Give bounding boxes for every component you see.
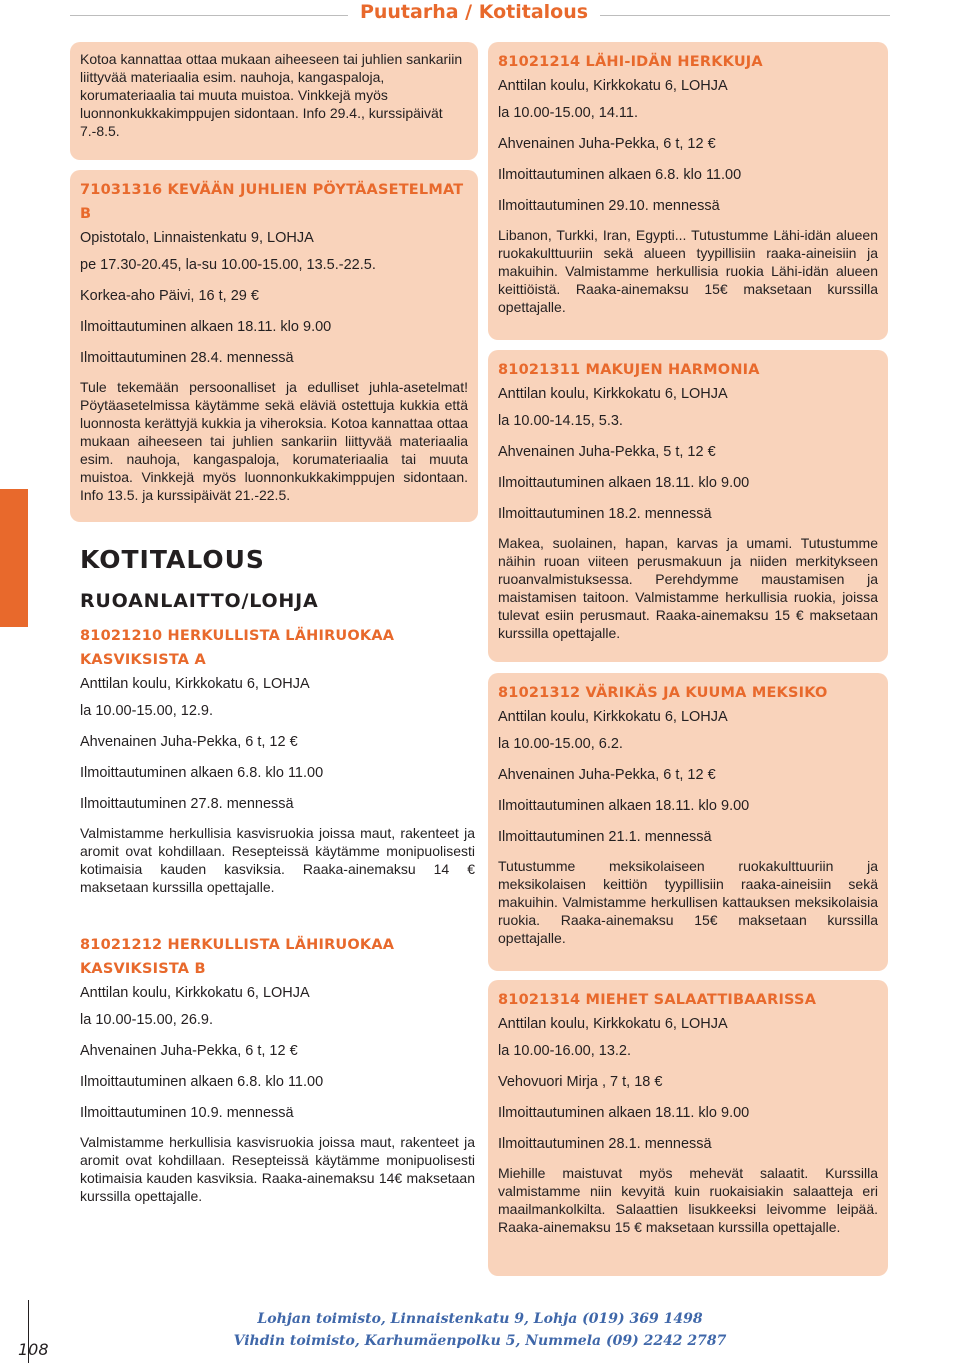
- course-time: la 10.00-14.15, 5.3.: [498, 413, 623, 429]
- course-time: pe 17.30-20.45, la-su 10.00-15.00, 13.5.-22.5.: [80, 257, 376, 273]
- course-code: 81021210 HERKULLISTA LÄHIRUOKAA: [80, 628, 395, 644]
- course-code: 81021212 HERKULLISTA LÄHIRUOKAA: [80, 937, 395, 953]
- registration-deadline: Ilmoittautuminen 28.4. mennessä: [80, 350, 294, 366]
- course-teacher: Ahvenainen Juha-Pekka, 6 t, 12 €: [498, 767, 716, 783]
- course-place: Anttilan koulu, Kirkkokatu 6, LOHJA: [498, 1016, 728, 1032]
- footer-office-lohja: Lohjan toimisto, Linnaistenkatu 9, Lohja (019) 369 1498: [257, 1311, 703, 1327]
- course-code: 81021214 LÄHI-IDÄN HERKKUJA: [498, 54, 763, 70]
- registration-deadline: Ilmoittautuminen 10.9. mennessä: [80, 1105, 294, 1121]
- course-box-continued: [70, 42, 478, 160]
- course-box-81021214: [488, 42, 888, 340]
- registration-deadline: Ilmoittautuminen 28.1. mennessä: [498, 1136, 712, 1152]
- course-box-81021312: [488, 673, 888, 971]
- course-place: Anttilan koulu, Kirkkokatu 6, LOHJA: [498, 386, 728, 402]
- course-81021210: [80, 624, 475, 896]
- course-code: 81021314 MIEHET SALAATTIBAARISSA: [498, 992, 817, 1008]
- registration-deadline: Ilmoittautuminen 29.10. mennessä: [498, 198, 720, 214]
- course-place: Anttilan koulu, Kirkkokatu 6, LOHJA: [498, 709, 728, 725]
- page-number: 108: [18, 1340, 49, 1359]
- heading-kotitalous: KOTITALOUS: [80, 545, 265, 574]
- registration-start: Ilmoittautuminen alkaen 18.11. klo 9.00: [498, 798, 750, 814]
- header-rule-right: [600, 15, 890, 16]
- course-time: la 10.00-15.00, 12.9.: [80, 703, 214, 719]
- course-time: la 10.00-15.00, 14.11.: [498, 105, 639, 121]
- registration-start: Ilmoittautuminen alkaen 18.11. klo 9.00: [498, 475, 750, 491]
- course-description: Libanon, Turkki, Iran, Egypti... Tutustumme Lähi-idän alueen ruokakulttuuriin sekä alueen tyypillisiin raaka-aineisiin ja makuihin. Valmistamme herkullisia ruokia Lähi-idän alueen keittiöistä. Raaka-ainemaksu 15€ maksetaan kurssilla opettajalle.: [498, 227, 878, 315]
- course-time: la 10.00-16.00, 13.2.: [498, 1043, 632, 1059]
- course-code: 81021312 VÄRIKÄS JA KUUMA MEKSIKO: [498, 685, 828, 701]
- course-description: Tutustumme meksikolaiseen ruokakulttuuriin ja meksikolaisen keittiön tyypillisiin raaka-aineisiin sekä makuihin. Valmistamme herkullisen kattauksen meksikolaisia ruokia. Raaka-ainemaksu 15€ maksetaan kurssilla opettajalle.: [498, 858, 878, 946]
- registration-deadline: Ilmoittautuminen 27.8. mennessä: [80, 796, 294, 812]
- course-place: Opistotalo, Linnaistenkatu 9, LOHJA: [80, 230, 314, 246]
- course-box-81021314: [488, 980, 888, 1276]
- course-code: 71031316 KEVÄÄN JUHLIEN PÖYTÄASETELMAT B: [80, 182, 464, 222]
- course-teacher: Vehovuori Mirja , 7 t, 18 €: [498, 1074, 663, 1090]
- course-description: Tule tekemään persoonalliset ja edulliset juhla-asetelmat! Pöytäasetelmissa käytämme sekä eläviä ostettuja kukkia että luonnosta kerättyjä kukkia ja viheroksia. Kotoa kannattaa ottaa mukaan aiheeseen tai juhlien sankariin liittyvää materiaalia esim. nauhoja, kangaspaloja, korumateriaalia tai muuta muistoa. Vinkkejä myös luonnonkukkakimppujen sidontaan. Info 13.5. ja kurssipäivät 21.-22.5.: [80, 379, 468, 503]
- course-code-line2: KASVIKSISTA A: [80, 652, 206, 668]
- course-teacher: Ahvenainen Juha-Pekka, 5 t, 12 €: [498, 444, 716, 460]
- registration-start: Ilmoittautuminen alkaen 18.11. klo 9.00: [80, 319, 332, 335]
- course-time: la 10.00-15.00, 26.9.: [80, 1012, 214, 1028]
- heading-ruoanlaitto: RUOANLAITTO/LOHJA: [80, 590, 319, 612]
- course-code-line2: KASVIKSISTA B: [80, 961, 206, 977]
- side-tab-marker: [0, 489, 28, 627]
- course-teacher: Ahvenainen Juha-Pekka, 6 t, 12 €: [498, 136, 716, 152]
- registration-deadline: Ilmoittautuminen 18.2. mennessä: [498, 506, 712, 522]
- course-box-81021311: [488, 350, 888, 662]
- course-teacher: Korkea-aho Päivi, 16 t, 29 €: [80, 288, 259, 304]
- course-description: Kotoa kannattaa ottaa mukaan aiheeseen tai juhlien sankariin liittyvää materiaalia esim. nauhoja, kangaspaloja, korumateriaalia tai muuta muistoa. Vinkkejä myös luonnonkukkakimppujen sidontaan. Info 29.4., kurssipäivät 7.-8.5.: [80, 51, 463, 139]
- course-place: Anttilan koulu, Kirkkokatu 6, LOHJA: [80, 985, 310, 1001]
- registration-deadline: Ilmoittautuminen 21.1. mennessä: [498, 829, 712, 845]
- course-description: Makea, suolainen, hapan, karvas ja umami. Tutustumme näihin ruoan viiteen perusmakuun ja niiden merkitykseen ruoanvalmistuksessa. Perehdymme maustamisen ja maistamisen taitoon. Valmistamme herkullisia ruokia, joissa tulevat esiin perusmaut. Raaka-ainemaksu 15 € maksetaan kurssilla opettajalle.: [498, 535, 878, 641]
- course-code: 81021311 MAKUJEN HARMONIA: [498, 362, 760, 378]
- header-rule-left: [70, 15, 348, 16]
- course-81021212: [80, 933, 475, 1205]
- course-place: Anttilan koulu, Kirkkokatu 6, LOHJA: [80, 676, 310, 692]
- course-description: Miehille maistuvat myös mehevät salaatit. Kurssilla valmistamme niin kevyitä kuin ruokaisiakin salaatteja eri maailmankolkilta. Salaattien lisukkeeksi leivomme leipää. Raaka-ainemaksu 15 € maksetaan kurssilla opettajalle.: [498, 1165, 878, 1235]
- course-description: Valmistamme herkullisia kasvisruokia joissa maut, rakenteet ja aromit ovat kohdillaan. Resepteissä käytämme monipuolisesti kotimaisia kauden kasviksia. Raaka-ainemaksu 14€ maksetaan kurssilla opettajalle.: [80, 1134, 475, 1204]
- course-teacher: Ahvenainen Juha-Pekka, 6 t, 12 €: [80, 1043, 298, 1059]
- section-title: Puutarha / Kotitalous: [359, 1, 589, 23]
- registration-start: Ilmoittautuminen alkaen 6.8. klo 11.00: [80, 765, 324, 781]
- course-box-71031316: [70, 170, 478, 522]
- registration-start: Ilmoittautuminen alkaen 6.8. klo 11.00: [498, 167, 742, 183]
- course-place: Anttilan koulu, Kirkkokatu 6, LOHJA: [498, 78, 728, 94]
- registration-start: Ilmoittautuminen alkaen 6.8. klo 11.00: [80, 1074, 324, 1090]
- course-teacher: Ahvenainen Juha-Pekka, 6 t, 12 €: [80, 734, 298, 750]
- course-description: Valmistamme herkullisia kasvisruokia joissa maut, rakenteet ja aromit ovat kohdillaan. Resepteissä käytämme monipuolisesti kotimaisia kauden kasviksia. Raaka-ainemaksu 14 € maksetaan kurssilla opettajalle.: [80, 825, 475, 895]
- course-time: la 10.00-15.00, 6.2.: [498, 736, 623, 752]
- registration-start: Ilmoittautuminen alkaen 18.11. klo 9.00: [498, 1105, 750, 1121]
- footer-office-vihti: Vihdin toimisto, Karhumäenpolku 5, Nummela (09) 2242 2787: [233, 1333, 727, 1349]
- footer-contacts: [0, 1308, 960, 1352]
